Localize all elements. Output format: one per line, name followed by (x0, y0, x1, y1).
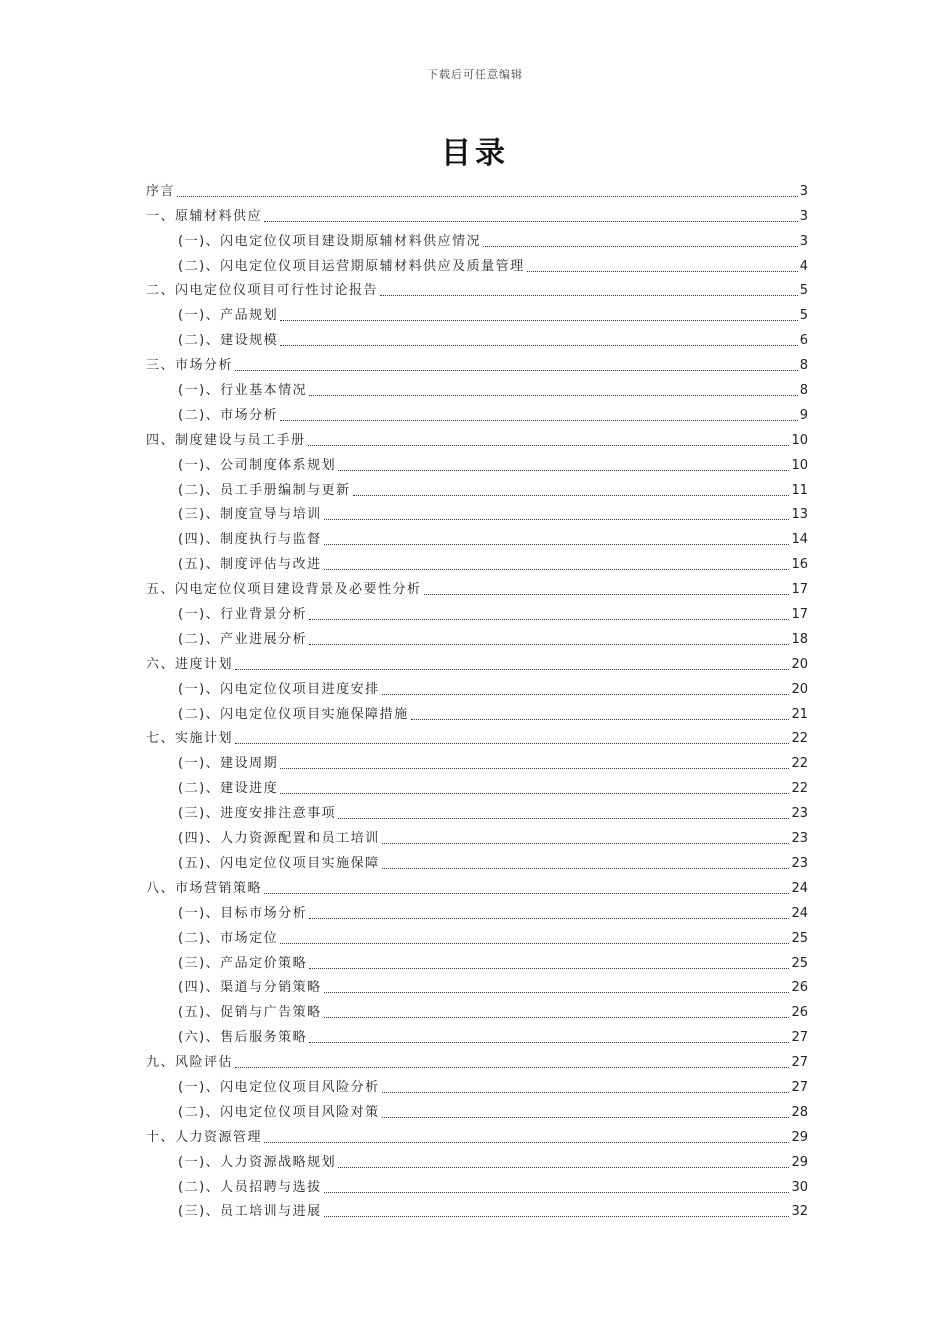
toc-entry-label: (一)、建设周期 (178, 756, 279, 772)
dot-leader (380, 295, 798, 296)
toc-entry-label: 序言 (146, 183, 176, 199)
toc-entry-label: (一)、目标市场分析 (178, 905, 308, 921)
dot-leader (483, 246, 798, 247)
toc-entry-page-number: 8 (799, 358, 808, 374)
toc-entry[interactable] (146, 923, 808, 948)
toc-entry-label: (五)、闪电定位仪项目实施保障 (178, 855, 380, 871)
toc-entry[interactable] (146, 400, 808, 425)
toc-entry-page-number: 10 (791, 432, 808, 448)
dot-leader (382, 1092, 790, 1093)
toc-entry[interactable] (146, 1147, 808, 1172)
toc-entry-page-number: 18 (791, 631, 808, 647)
toc-entry[interactable] (146, 973, 808, 998)
dot-leader (177, 196, 798, 197)
toc-entry-page-number: 4 (799, 258, 808, 274)
dot-leader (324, 992, 790, 993)
toc-entry-label: (二)、员工手册编制与更新 (178, 482, 351, 498)
dot-leader (308, 445, 790, 446)
toc-entry[interactable] (146, 1072, 808, 1097)
toc-entry[interactable] (146, 375, 808, 400)
toc-entry-page-number: 30 (791, 1179, 808, 1195)
dot-leader (324, 569, 790, 570)
toc-entry-label: (二)、建设规模 (178, 333, 279, 349)
toc-entry[interactable] (146, 649, 808, 674)
dot-leader (264, 893, 789, 894)
toc-entry[interactable] (146, 599, 808, 624)
dot-leader (280, 793, 789, 794)
toc-entry-label: (六)、售后服务策略 (178, 1030, 308, 1046)
toc-entry-label: (一)、行业背景分析 (178, 607, 308, 623)
toc-entry-page-number: 13 (791, 507, 808, 523)
toc-entry[interactable] (146, 1047, 808, 1072)
dot-leader (280, 943, 789, 944)
toc-entry-label: (四)、渠道与分销策略 (178, 980, 322, 996)
toc-entry-label: (三)、制度宣导与培训 (178, 507, 322, 523)
dot-leader (309, 968, 789, 969)
toc-entry-label: 二、闪电定位仪项目可行性讨论报告 (146, 283, 379, 299)
toc-entry-label: (二)、闪电定位仪项目实施保障措施 (178, 706, 409, 722)
toc-entry-label: 五、闪电定位仪项目建设背景及必要性分析 (146, 582, 422, 598)
toc-entry[interactable] (146, 325, 808, 350)
toc-entry[interactable] (146, 276, 808, 301)
toc-entry-page-number: 20 (791, 681, 808, 697)
dot-leader (411, 719, 790, 720)
toc-entry[interactable] (146, 226, 808, 251)
toc-entry-page-number: 10 (791, 457, 808, 473)
toc-entry[interactable] (146, 699, 808, 724)
toc-entry-page-number: 23 (791, 855, 808, 871)
toc-entry-page-number: 22 (791, 731, 808, 747)
header-note: 下载后可任意编辑 (427, 68, 523, 81)
toc-entry-label: 三、市场分析 (146, 358, 234, 374)
toc-entry[interactable] (146, 475, 808, 500)
toc-entry-label: (二)、人员招聘与选拔 (178, 1179, 322, 1195)
toc-entry-page-number: 3 (799, 233, 808, 249)
toc-entry-page-number: 14 (791, 532, 808, 548)
dot-leader (324, 1192, 790, 1193)
toc-entry-label: (五)、促销与广告策略 (178, 1005, 322, 1021)
toc-entry[interactable] (146, 176, 808, 201)
dot-leader (527, 271, 798, 272)
toc-entry-page-number: 11 (791, 482, 808, 498)
toc-entry-label: (二)、产业进展分析 (178, 631, 308, 647)
toc-entry-page-number: 27 (791, 1079, 808, 1095)
toc-entry-page-number: 28 (791, 1104, 808, 1120)
dot-leader (235, 370, 798, 371)
toc-entry-label: (三)、产品定价策略 (178, 955, 308, 971)
toc-entry-label: (一)、闪电定位仪项目进度安排 (178, 681, 380, 697)
toc-entry[interactable] (146, 251, 808, 276)
toc-entry-label: (二)、市场定位 (178, 930, 279, 946)
toc-entry-label: (一)、产品规划 (178, 308, 279, 324)
dot-leader (309, 918, 789, 919)
toc-entry-page-number: 16 (791, 557, 808, 573)
dot-leader (324, 544, 790, 545)
dot-leader (280, 768, 789, 769)
dot-leader (338, 818, 789, 819)
toc-entry-page-number: 22 (791, 781, 808, 797)
toc-entry-page-number: 5 (799, 283, 808, 299)
dot-leader (309, 644, 789, 645)
toc-entry[interactable] (146, 674, 808, 699)
toc-entry[interactable] (146, 948, 808, 973)
toc-entry[interactable] (146, 300, 808, 325)
toc-entry-page-number: 24 (791, 905, 808, 921)
toc-entry-page-number: 21 (791, 706, 808, 722)
table-of-contents (146, 176, 808, 1221)
dot-leader (324, 1017, 790, 1018)
toc-entry-page-number: 27 (791, 1055, 808, 1071)
dot-leader (264, 1142, 789, 1143)
toc-entry-page-number: 25 (791, 930, 808, 946)
toc-entry[interactable] (146, 748, 808, 773)
toc-entry-page-number: 23 (791, 806, 808, 822)
toc-entry-label: 一、原辅材料供应 (146, 208, 263, 224)
dot-leader (280, 320, 798, 321)
dot-leader (338, 1167, 789, 1168)
toc-entry-label: 九、风险评估 (146, 1055, 234, 1071)
dot-leader (382, 868, 790, 869)
toc-entry[interactable] (146, 1197, 808, 1222)
toc-entry[interactable] (146, 798, 808, 823)
toc-entry-label: 十、人力资源管理 (146, 1129, 263, 1145)
dot-leader (324, 519, 790, 520)
toc-entry-page-number: 9 (799, 407, 808, 423)
toc-entry[interactable] (146, 624, 808, 649)
toc-entry-page-number: 27 (791, 1030, 808, 1046)
toc-entry-page-number: 20 (791, 656, 808, 672)
toc-entry-label: (一)、人力资源战略规划 (178, 1154, 337, 1170)
page-title: 目录 (441, 136, 509, 171)
toc-entry-page-number: 22 (791, 756, 808, 772)
dot-leader (235, 669, 789, 670)
dot-leader (235, 743, 789, 744)
dot-leader (309, 395, 798, 396)
toc-entry-label: (一)、行业基本情况 (178, 383, 308, 399)
dot-leader (382, 1117, 790, 1118)
toc-entry[interactable] (146, 1097, 808, 1122)
toc-entry[interactable] (146, 997, 808, 1022)
toc-entry-page-number: 29 (791, 1154, 808, 1170)
toc-entry-page-number: 17 (791, 582, 808, 598)
toc-entry-label: (一)、闪电定位仪项目建设期原辅材料供应情况 (178, 233, 482, 249)
dot-leader (280, 420, 798, 421)
toc-entry[interactable] (146, 524, 808, 549)
toc-entry[interactable] (146, 574, 808, 599)
toc-entry[interactable] (146, 425, 808, 450)
toc-entry-label: (二)、建设进度 (178, 781, 279, 797)
toc-entry[interactable] (146, 724, 808, 749)
toc-entry-label: (一)、公司制度体系规划 (178, 457, 337, 473)
toc-entry[interactable] (146, 1122, 808, 1147)
toc-entry-label: (二)、闪电定位仪项目运营期原辅材料供应及质量管理 (178, 258, 525, 274)
toc-entry-label: (二)、闪电定位仪项目风险对策 (178, 1104, 380, 1120)
toc-entry[interactable] (146, 1022, 808, 1047)
toc-entry-page-number: 17 (791, 607, 808, 623)
dot-leader (382, 843, 790, 844)
dot-leader (309, 619, 789, 620)
toc-entry[interactable] (146, 450, 808, 475)
toc-entry-page-number: 3 (799, 208, 808, 224)
toc-entry-page-number: 6 (799, 333, 808, 349)
toc-entry-page-number: 8 (799, 383, 808, 399)
toc-entry-page-number: 25 (791, 955, 808, 971)
toc-entry[interactable] (146, 201, 808, 226)
toc-entry-label: (一)、闪电定位仪项目风险分析 (178, 1079, 380, 1095)
toc-entry-label: 七、实施计划 (146, 731, 234, 747)
dot-leader (264, 221, 798, 222)
toc-entry-label: (四)、制度执行与监督 (178, 532, 322, 548)
toc-entry[interactable] (146, 848, 808, 873)
toc-entry-label: (二)、市场分析 (178, 407, 279, 423)
toc-entry-label: (四)、人力资源配置和员工培训 (178, 831, 380, 847)
toc-entry-label: (三)、员工培训与进展 (178, 1204, 322, 1220)
toc-entry[interactable] (146, 898, 808, 923)
toc-entry[interactable] (146, 873, 808, 898)
toc-entry-label: 四、制度建设与员工手册 (146, 432, 306, 448)
toc-entry-page-number: 24 (791, 880, 808, 896)
toc-entry[interactable] (146, 549, 808, 574)
toc-entry-label: (三)、进度安排注意事项 (178, 806, 337, 822)
dot-leader (424, 594, 790, 595)
dot-leader (324, 1216, 790, 1217)
toc-entry[interactable] (146, 350, 808, 375)
dot-leader (280, 345, 798, 346)
toc-entry-page-number: 26 (791, 980, 808, 996)
dot-leader (382, 694, 790, 695)
toc-entry-page-number: 23 (791, 831, 808, 847)
toc-entry-page-number: 32 (791, 1204, 808, 1220)
toc-entry-page-number: 26 (791, 1005, 808, 1021)
dot-leader (338, 470, 789, 471)
toc-entry-page-number: 5 (799, 308, 808, 324)
toc-entry-label: 八、市场营销策略 (146, 880, 263, 896)
toc-entry[interactable] (146, 500, 808, 525)
toc-entry[interactable] (146, 773, 808, 798)
dot-leader (353, 495, 790, 496)
toc-entry-label: (五)、制度评估与改进 (178, 557, 322, 573)
toc-entry-page-number: 3 (799, 183, 808, 199)
toc-entry[interactable] (146, 823, 808, 848)
toc-entry-label: 六、进度计划 (146, 656, 234, 672)
toc-entry[interactable] (146, 1172, 808, 1197)
dot-leader (309, 1042, 789, 1043)
toc-entry-page-number: 29 (791, 1129, 808, 1145)
dot-leader (235, 1067, 789, 1068)
